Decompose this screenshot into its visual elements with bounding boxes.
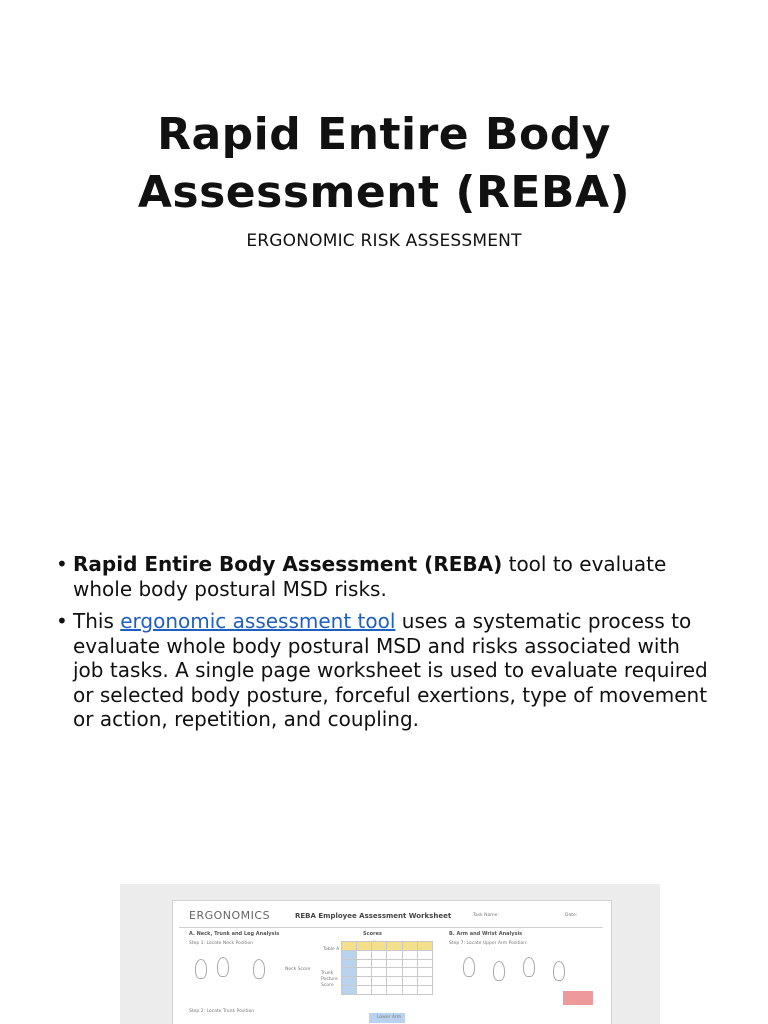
posture-figure-icon — [217, 957, 229, 977]
bullet-1-text: tool to evaluate whole body postural MSD risks. — [73, 552, 667, 601]
step-7-arm-label: Step 7: Locate Upper Arm Position: — [449, 941, 528, 946]
step-2-trunk-label: Step 2: Locate Trunk Position — [189, 1009, 255, 1014]
worksheet-image — [120, 884, 660, 1024]
ergonomics-logo: ERGONOMICS — [189, 909, 271, 922]
bullet-item-1 — [56, 552, 716, 601]
posture-figure-icon — [493, 961, 505, 981]
slide-title-line-1: Rapid Entire Body — [157, 109, 611, 160]
posture-figure-icon — [553, 961, 565, 981]
bullet-marker: • — [56, 609, 68, 633]
bullet-2-text: uses a systematic process to evaluate whole body postural MSD and risks associated with job tasks. A single page worksheet is used to evaluate required or selected body posture, forceful exertions, type of movement or action, repetition, and coupling. — [73, 609, 708, 731]
bullet-list — [56, 552, 716, 740]
table-a-grid — [341, 941, 433, 995]
slide-title-line-2: Assessment (REBA) — [137, 167, 631, 218]
score-label: Score — [321, 983, 334, 988]
section-b-title: B. Arm and Wrist Analysis — [449, 931, 523, 937]
section-scores-title: Scores — [363, 931, 382, 937]
posture-figure-icon — [195, 959, 207, 979]
slide-title — [0, 106, 768, 222]
slide-subtitle: ERGONOMIC RISK ASSESSMENT — [246, 231, 522, 251]
risk-score-box — [563, 991, 593, 1005]
lower-arm-label: Lower Arm — [377, 1015, 402, 1020]
bullet-item-2 — [56, 609, 716, 732]
posture-figure-icon — [463, 957, 475, 977]
lower-arm-header — [369, 1013, 405, 1023]
header-divider — [179, 927, 603, 928]
ergonomic-assessment-tool-link[interactable]: ergonomic assessment tool — [120, 609, 396, 633]
worksheet-page — [172, 900, 612, 1024]
posture-label: Posture — [321, 977, 338, 982]
trunk-label: Trunk — [321, 971, 334, 976]
step-1-neck-label: Step 1: Locate Neck Position — [189, 941, 254, 946]
table-a-label: Table A — [323, 947, 340, 952]
task-name-label: Task Name: — [473, 913, 499, 918]
date-label: Date: — [565, 913, 578, 918]
bullet-1-bold-text: Rapid Entire Body Assessment (REBA) — [73, 552, 503, 576]
posture-figure-icon — [253, 959, 265, 979]
bullet-2-prefix: This — [73, 609, 121, 633]
worksheet-title: REBA Employee Assessment Worksheet — [295, 912, 452, 920]
section-a-title: A. Neck, Trunk and Leg Analysis — [189, 931, 280, 937]
neck-score-label: Neck Score — [285, 967, 311, 972]
posture-figure-icon — [523, 957, 535, 977]
bullet-marker: • — [56, 552, 68, 576]
